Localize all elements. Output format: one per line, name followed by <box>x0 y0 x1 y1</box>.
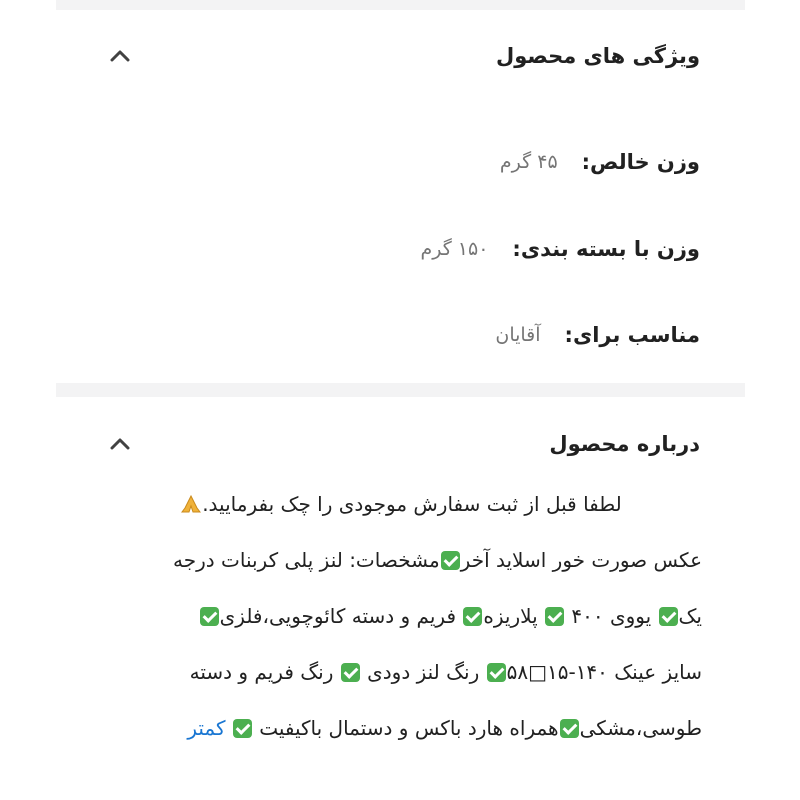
spec-label: مناسب برای: <box>564 323 700 347</box>
description-line <box>100 532 702 588</box>
about-header[interactable] <box>100 424 700 464</box>
description-text: همراه هارد باکس و دستمال باکیفیت <box>259 716 559 740</box>
description-text: رنگ فریم و دسته <box>189 660 334 684</box>
description-line <box>100 700 702 756</box>
spec-row-net-weight <box>500 144 700 180</box>
check-icon <box>659 607 678 626</box>
praying-hands-icon <box>180 479 202 499</box>
description-text: فریم و دسته کائوچویی،فلزی <box>219 604 457 628</box>
about-title: درباره محصول <box>549 432 700 456</box>
chevron-up-icon[interactable] <box>100 424 140 464</box>
description-text: پلاریزه <box>483 604 538 628</box>
check-icon <box>341 663 360 682</box>
chevron-up-icon[interactable] <box>100 36 140 76</box>
check-icon <box>200 607 219 626</box>
description-text: سایز عینک ۱۴۰-۱۵□۵۸ <box>506 660 702 684</box>
description-text: یووی ۴۰۰ <box>571 604 652 628</box>
spec-label: وزن خالص: <box>581 150 700 174</box>
features-title: ویژگی های محصول <box>496 44 700 68</box>
description-line <box>100 644 702 700</box>
check-icon <box>463 607 482 626</box>
spec-value: ۱۵۰ گرم <box>420 238 489 260</box>
check-icon <box>441 551 460 570</box>
description-text: رنگ لنز دودی <box>367 660 480 684</box>
spec-value: ۴۵ گرم <box>499 151 558 173</box>
description-line <box>100 476 702 532</box>
check-icon <box>487 663 506 682</box>
check-icon <box>560 719 579 738</box>
description-text: مشخصات: لنز پلی کربنات درجه <box>173 548 440 572</box>
section-divider <box>56 383 745 397</box>
section-divider <box>56 0 745 10</box>
show-less-link[interactable]: کمتر <box>187 716 226 740</box>
spec-label: وزن با بسته بندی: <box>512 237 700 261</box>
check-icon <box>233 719 252 738</box>
description-line <box>100 588 702 644</box>
description-text: یک <box>678 604 702 628</box>
features-header[interactable] <box>100 36 700 76</box>
spec-row-package-weight <box>420 231 700 267</box>
description-text: عکس صورت خور اسلاید آخر <box>460 548 702 572</box>
spec-value: آقایان <box>495 324 541 346</box>
description-text: لطفا قبل از ثبت سفارش موجودی را چک بفرمایید. <box>202 492 622 516</box>
spec-row-suitable-for <box>495 317 700 353</box>
description-text: طوسی،مشکی <box>579 716 702 740</box>
product-description <box>100 492 702 756</box>
check-icon <box>545 607 564 626</box>
